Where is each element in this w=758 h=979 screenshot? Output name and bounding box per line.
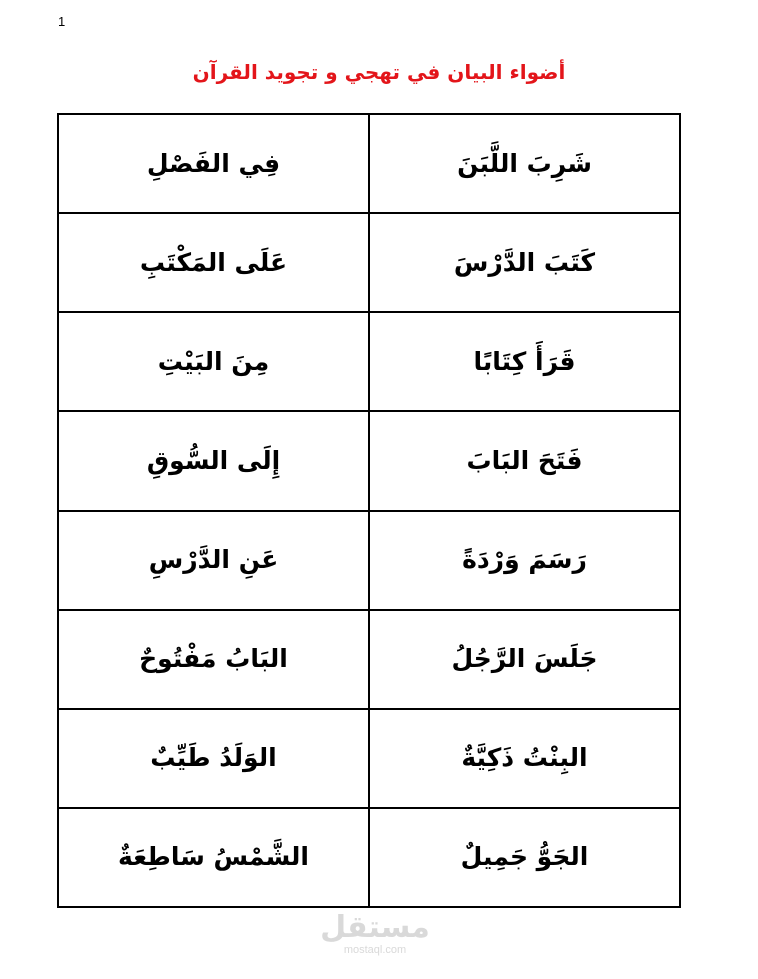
table-row [58, 610, 680, 709]
table-row [58, 511, 680, 610]
table-cell-left: عَلَى المَكْتَبِ [58, 213, 369, 312]
table-row [58, 213, 680, 312]
page-number: 1 [58, 14, 66, 29]
table-cell-right: قَرَأَ كِتَابًا [369, 312, 680, 411]
table-cell-right: كَتَبَ الدَّرْسَ [369, 213, 680, 312]
table-cell-left: إِلَى السُّوقِ [58, 411, 369, 510]
table-cell-right: جَلَسَ الرَّجُلُ [369, 610, 680, 709]
page-title: أضواء البيان في تهجي و تجويد القرآن [192, 60, 566, 84]
word-table [57, 113, 681, 908]
table-cell-left: الشَّمْسُ سَاطِعَةٌ [58, 808, 369, 907]
table-cell-left: فِي الفَصْلِ [58, 114, 369, 213]
table-cell-right: رَسَمَ وَرْدَةً [369, 511, 680, 610]
table-cell-right: الجَوُّ جَمِيلٌ [369, 808, 680, 907]
table-row [58, 808, 680, 907]
table-cell-right: البِنْتُ ذَكِيَّةٌ [369, 709, 680, 808]
table-cell-left: عَنِ الدَّرْسِ [58, 511, 369, 610]
watermark-url: mostaql.com [343, 944, 407, 956]
table-row [58, 312, 680, 411]
watermark-logo: مستقل [320, 910, 430, 945]
table-cell-left: البَابُ مَفْتُوحٌ [58, 610, 369, 709]
table-row [58, 114, 680, 213]
table-cell-right: فَتَحَ البَابَ [369, 411, 680, 510]
table-row [58, 709, 680, 808]
mostaql-watermark [300, 908, 450, 956]
table-cell-right: شَرِبَ اللَّبَنَ [369, 114, 680, 213]
table-row [58, 411, 680, 510]
table-cell-left: مِنَ البَيْتِ [58, 312, 369, 411]
table-cell-left: الوَلَدُ طَيِّبٌ [58, 709, 369, 808]
